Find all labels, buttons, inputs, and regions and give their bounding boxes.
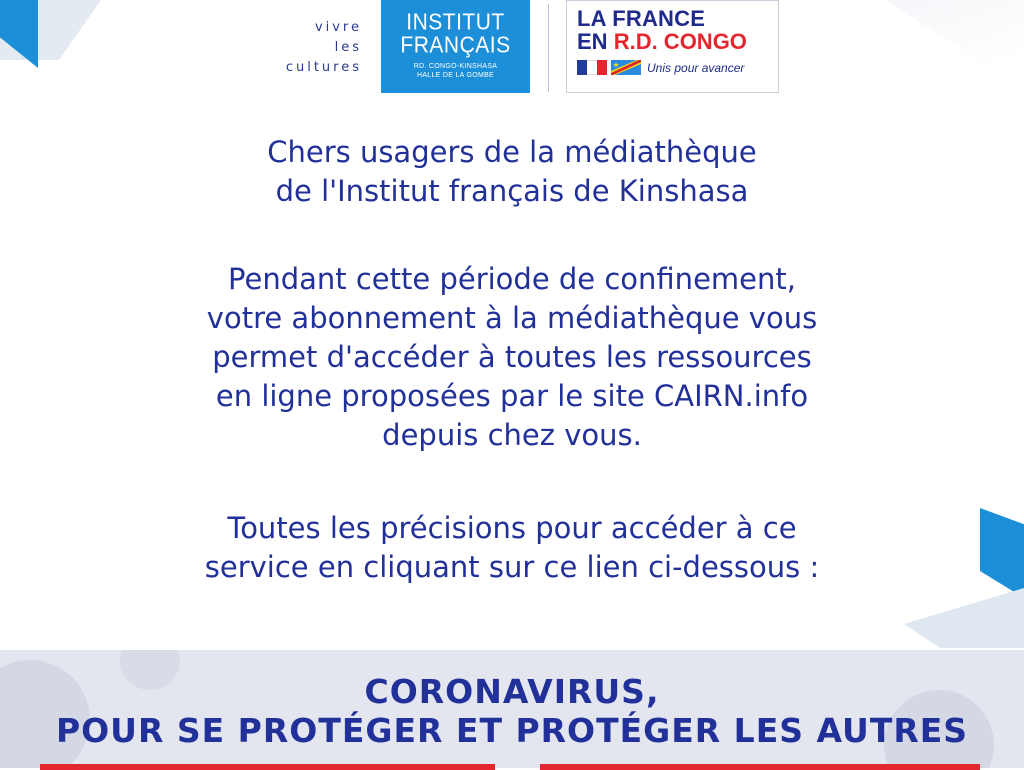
logo-divider	[548, 4, 549, 92]
info-line: Pendant cette période de confinement,	[228, 262, 796, 296]
institut-logo-line4: HALLE DE LA GOMBE	[416, 72, 495, 79]
france-logo-motto: Unis pour avancer	[647, 60, 745, 75]
red-bar-left	[40, 764, 495, 770]
tagline	[238, 18, 362, 78]
red-bar-right	[540, 764, 980, 770]
tagline-line: vivre	[314, 20, 362, 35]
info-line: permet d'accéder à toutes les ressources	[212, 340, 812, 374]
info-line: depuis chez vous.	[382, 418, 642, 452]
banner-title-line2: POUR SE PROTÉGER ET PROTÉGER LES AUTRES	[55, 711, 969, 750]
greeting-line: Chers usagers de la médiathèque	[267, 135, 757, 169]
info-line: votre abonnement à la médiathèque vous	[206, 301, 818, 335]
france-flag-icon	[577, 60, 607, 75]
institut-logo-line1: INSTITUT	[406, 9, 505, 36]
tagline-line: cultures	[285, 60, 362, 75]
france-logo-line2	[577, 30, 778, 54]
decorative-shape-right-light	[904, 588, 1024, 648]
greeting-paragraph	[0, 133, 1024, 211]
tagline-line: les	[334, 40, 362, 55]
flags-row	[577, 60, 778, 75]
banner-title-line1: CORONAVIRUS,	[364, 672, 660, 711]
link-paragraph	[0, 509, 1024, 587]
link-line: service en cliquant sur ce lien ci-dessous :	[204, 550, 820, 584]
decorative-shape-top-right	[794, 0, 1024, 90]
france-logo-line2-highlight: R.D. CONGO	[613, 29, 747, 54]
drc-flag-icon	[611, 60, 641, 75]
info-paragraph	[0, 260, 1024, 455]
france-rdc-logo	[566, 0, 779, 93]
institut-logo-line2: FRANÇAIS	[400, 32, 511, 59]
coronavirus-banner	[0, 650, 1024, 768]
greeting-line: de l'Institut français de Kinshasa	[275, 174, 749, 208]
info-line: en ligne proposées par le site CAIRN.info	[215, 379, 809, 413]
france-logo-line1: LA FRANCE	[577, 6, 706, 31]
institut-francais-logo	[381, 0, 530, 93]
institut-logo-line3: RD. CONGO-KINSHASA	[413, 63, 498, 70]
link-line: Toutes les précisions pour accéder à ce	[227, 511, 797, 545]
france-logo-line2-prefix: EN	[577, 29, 608, 54]
